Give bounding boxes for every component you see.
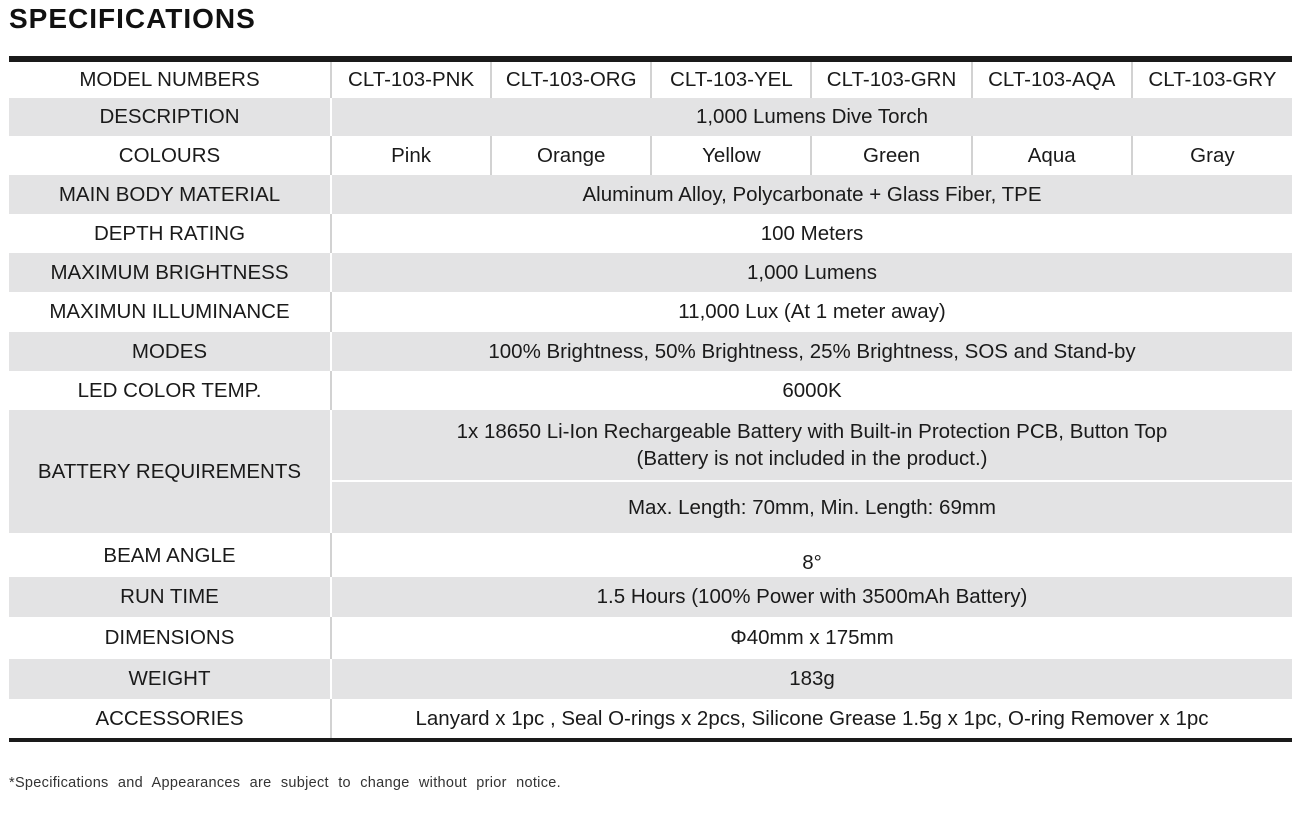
label-model-numbers: MODEL NUMBERS <box>9 59 331 98</box>
label-led-color-temp: LED COLOR TEMP. <box>9 371 331 410</box>
colour-cell: Gray <box>1132 136 1292 175</box>
label-modes: MODES <box>9 332 331 371</box>
model-number-cell: CLT-103-AQA <box>972 59 1132 98</box>
row-model-numbers <box>9 59 1292 98</box>
colour-cell: Aqua <box>972 136 1132 175</box>
footnote: *Specifications and Appearances are subject to change without prior notice. <box>9 775 561 791</box>
row-modes <box>9 332 1292 371</box>
value-battery-length: Max. Length: 70mm, Min. Length: 69mm <box>331 481 1292 533</box>
label-description: DESCRIPTION <box>9 98 331 136</box>
row-run-time <box>9 577 1292 617</box>
row-main-body-material <box>9 175 1292 214</box>
model-number-cell: CLT-103-PNK <box>331 59 491 98</box>
row-led-color-temp <box>9 371 1292 410</box>
row-accessories <box>9 699 1292 740</box>
model-number-cell: CLT-103-ORG <box>491 59 651 98</box>
label-accessories: ACCESSORIES <box>9 699 331 740</box>
row-description <box>9 98 1292 136</box>
model-number-cell: CLT-103-GRN <box>811 59 971 98</box>
value-maximum-brightness: 1,000 Lumens <box>331 253 1292 292</box>
label-main-body-material: MAIN BODY MATERIAL <box>9 175 331 214</box>
battery-line-1: 1x 18650 Li-Ion Rechargeable Battery with Built-in Protection PCB, Button Top <box>456 420 1168 443</box>
value-maximun-illuminance: 11,000 Lux (At 1 meter away) <box>331 292 1292 332</box>
value-weight: 183g <box>331 659 1292 699</box>
value-main-body-material: Aluminum Alloy, Polycarbonate + Glass Fiber, TPE <box>331 175 1292 214</box>
label-beam-angle: BEAM ANGLE <box>9 533 331 577</box>
row-maximum-brightness <box>9 253 1292 292</box>
model-number-cell: CLT-103-GRY <box>1132 59 1292 98</box>
row-depth-rating <box>9 214 1292 253</box>
row-battery-requirements <box>9 410 1292 481</box>
row-maximun-illuminance <box>9 292 1292 332</box>
label-battery-requirements: BATTERY REQUIREMENTS <box>9 410 331 533</box>
row-colours <box>9 136 1292 175</box>
label-depth-rating: DEPTH RATING <box>9 214 331 253</box>
battery-line-2: (Battery is not included in the product.) <box>636 447 988 470</box>
row-dimensions <box>9 617 1292 659</box>
label-weight: WEIGHT <box>9 659 331 699</box>
model-number-cell: CLT-103-YEL <box>651 59 811 98</box>
colour-cell: Green <box>811 136 971 175</box>
value-led-color-temp: 6000K <box>331 371 1292 410</box>
value-accessories: Lanyard x 1pc , Seal O-rings x 2pcs, Silicone Grease 1.5g x 1pc, O-ring Remover x 1pc <box>331 699 1292 740</box>
row-beam-angle <box>9 533 1292 577</box>
specifications-table <box>9 56 1292 742</box>
label-colours: COLOURS <box>9 136 331 175</box>
row-weight <box>9 659 1292 699</box>
page-title: SPECIFICATIONS <box>9 3 256 34</box>
value-battery-description <box>331 410 1292 481</box>
value-depth-rating: 100 Meters <box>331 214 1292 253</box>
value-dimensions: Φ40mm x 175mm <box>331 617 1292 659</box>
label-dimensions: DIMENSIONS <box>9 617 331 659</box>
label-maximun-illuminance: MAXIMUN ILLUMINANCE <box>9 292 331 332</box>
colour-cell: Pink <box>331 136 491 175</box>
value-modes: 100% Brightness, 50% Brightness, 25% Brightness, SOS and Stand-by <box>331 332 1292 371</box>
label-run-time: RUN TIME <box>9 577 331 617</box>
value-run-time: 1.5 Hours (100% Power with 3500mAh Battery) <box>331 577 1292 617</box>
label-maximum-brightness: MAXIMUM BRIGHTNESS <box>9 253 331 292</box>
value-beam-angle: 8° <box>331 533 1292 577</box>
colour-cell: Yellow <box>651 136 811 175</box>
value-description: 1,000 Lumens Dive Torch <box>331 98 1292 136</box>
colour-cell: Orange <box>491 136 651 175</box>
